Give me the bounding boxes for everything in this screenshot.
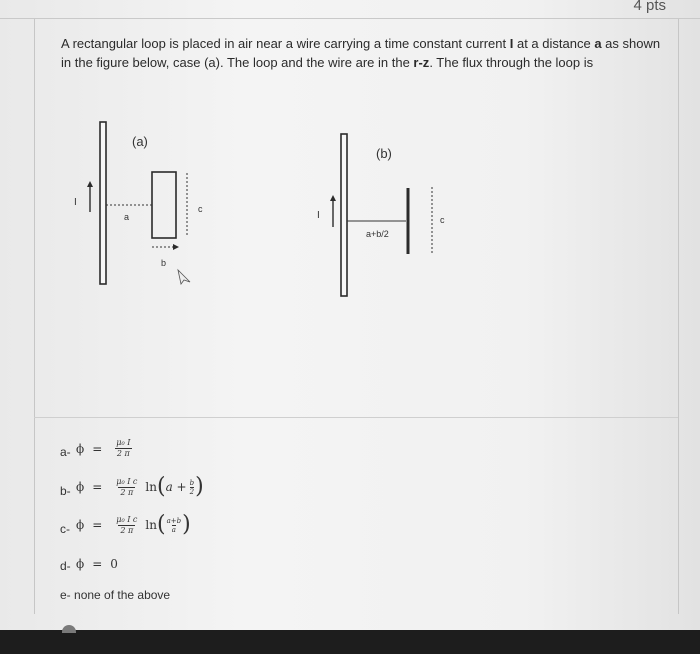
option-c-fraction <box>114 515 139 536</box>
option-d-label: d- <box>60 559 71 573</box>
section-divider <box>34 417 678 418</box>
question-part3: as shown in the figure below, case (a). The loop and the wire are in the <box>61 36 661 70</box>
dist-a-label: a <box>124 212 130 222</box>
open-paren: ( <box>156 512 166 537</box>
distance-symbol: a <box>594 36 602 51</box>
option-b-label: b- <box>60 484 71 498</box>
label-a: (a) <box>132 134 148 149</box>
wire-b <box>341 134 347 296</box>
plane-symbol: r-z <box>413 55 430 70</box>
option-a-numerator: μ₀ I <box>116 438 131 447</box>
question-part4: . The flux through the loop is <box>429 55 594 70</box>
wire-a <box>100 122 106 284</box>
phi-symbol: ϕ <box>76 557 85 571</box>
question-part1: A rectangular loop is placed in air near a wire carrying a time constant current <box>61 36 510 51</box>
figure-a <box>74 122 203 284</box>
option-d-value: 0 <box>110 557 118 571</box>
option-e-label: e- <box>60 588 71 602</box>
width-b-label: b <box>161 258 167 268</box>
option-b-numerator: μ₀ I c <box>116 476 138 486</box>
height-c-label-a: c <box>198 204 203 214</box>
option-c-label: c- <box>60 522 70 536</box>
option-d-equation <box>76 557 118 571</box>
option-c-equation <box>76 514 191 536</box>
partial-icon <box>62 625 76 633</box>
question-part2: at a distance <box>513 36 595 51</box>
option-a-label: a- <box>60 445 71 459</box>
equals-sign: = <box>92 518 103 532</box>
option-b-denominator: 2 π <box>120 487 134 497</box>
phi-symbol: ϕ <box>76 518 85 532</box>
phi-symbol: ϕ <box>76 480 85 494</box>
figure-b <box>317 134 445 296</box>
option-a-equation <box>76 438 136 459</box>
mouse-cursor-icon <box>178 270 190 284</box>
equals-sign: = <box>92 557 103 571</box>
option-c-subnum: a+b <box>166 516 182 525</box>
close-paren: ) <box>182 512 191 537</box>
current-label-a: I <box>74 197 77 208</box>
bottom-bar <box>0 630 700 654</box>
option-b-inner: a + <box>165 480 187 494</box>
current-symbol: I <box>509 36 514 51</box>
equals-sign: = <box>92 480 103 494</box>
option-c-subden: a <box>171 525 176 534</box>
option-a-fraction <box>114 438 132 459</box>
loop-a <box>152 172 176 238</box>
ln-symbol: ln <box>145 480 157 494</box>
option-b-subden: 2 <box>189 487 195 496</box>
ln-symbol: ln <box>145 518 157 532</box>
phi-symbol: ϕ <box>76 441 85 456</box>
option-a-denominator: 2 π <box>116 449 130 458</box>
close-paren: ) <box>195 474 204 499</box>
option-b-fraction <box>114 477 139 498</box>
option-c-subfraction <box>167 517 182 534</box>
equals-sign: = <box>92 441 103 456</box>
option-c-numerator: μ₀ I c <box>116 514 138 524</box>
option-e <box>60 588 170 602</box>
height-c-label-b: c <box>440 215 445 225</box>
current-label-b: I <box>317 210 320 221</box>
option-b-subfraction <box>190 479 194 496</box>
label-b: (b) <box>376 146 392 161</box>
points-label: 4 pts <box>633 0 666 14</box>
open-paren: ( <box>156 474 166 499</box>
option-c-denominator: 2 π <box>120 525 134 535</box>
option-b-subnum: b <box>189 478 195 487</box>
option-b-equation <box>76 476 204 498</box>
option-e-text: none of the above <box>74 588 171 602</box>
dist-b-label: a+b/2 <box>366 229 389 239</box>
